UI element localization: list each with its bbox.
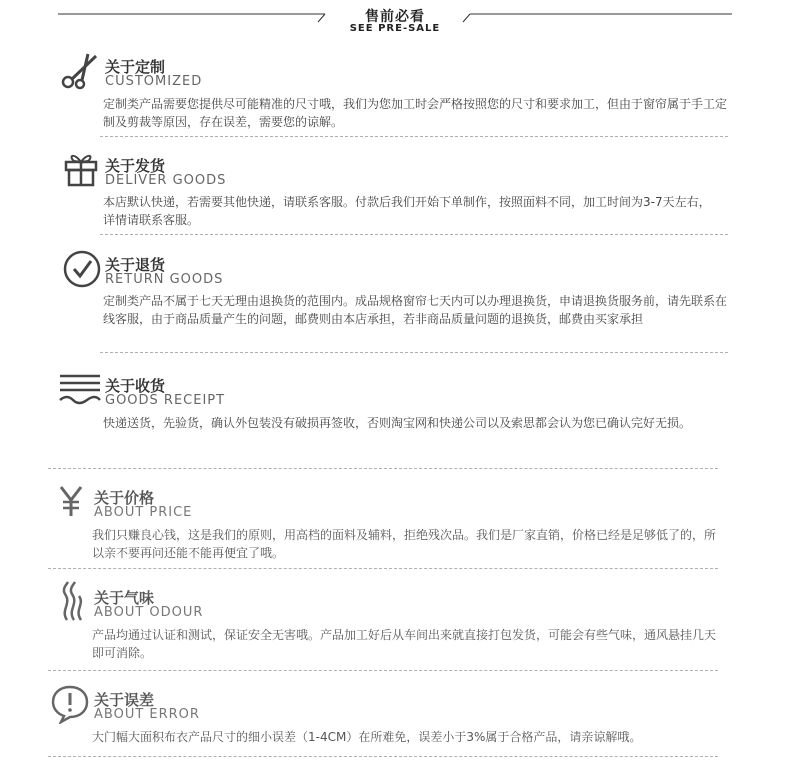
divider: [100, 352, 728, 353]
section-text: 本店默认快递，若需要其他快递，请联系客服。付款后我们开始下单制作，按照面料不同，加工时间为3-7天左右，详情请联系客服。: [103, 195, 711, 227]
section-text: 我们只赚良心钱，这是我们的原则，用高档的面料及辅料，拒绝残次品。我们是厂家直销，价格已经是足够低了的，所以亲不要再问还能不能再便宜了哦。: [92, 528, 717, 560]
section-subtitle: DELIVER GOODS: [105, 173, 227, 188]
gift-icon: [62, 150, 100, 188]
header-title: 售前必看: [365, 9, 425, 25]
divider: [100, 234, 728, 235]
header: [0, 0, 790, 40]
section-title: 关于定制: [105, 58, 166, 76]
section-text: 快递送货，先验货，确认外包装没有破损再签收，否则淘宝网和快递公司以及索思都会认为您已确认完好无损。: [103, 416, 692, 430]
section-text: 定制类产品需要您提供尽可能精准的尺寸哦，我们为您加工时会严格按照您的尺寸和要求加工，但由于窗帘属于手工定制及剪裁等原因，存在误差，需要您的谅解。: [103, 97, 728, 129]
section-subtitle: GOODS RECEIPT: [105, 393, 226, 408]
section-subtitle: CUSTOMIZED: [105, 74, 203, 89]
section-subtitle: ABOUT PRICE: [94, 505, 193, 520]
section-title: 关于收货: [105, 377, 166, 395]
section-text: 产品均通过认证和测试，保证安全无害哦。产品加工好后从车间出来就直接打包发货，可能会有些气味，通风悬挂几天即可消除。: [92, 628, 717, 660]
waves-icon: [58, 372, 102, 406]
section-title: 关于发货: [105, 157, 166, 175]
scissors-icon: [58, 50, 102, 92]
divider: [48, 468, 718, 469]
section-title: 关于退货: [105, 256, 166, 274]
divider: [48, 756, 718, 757]
section-text: 大门幅大面积布衣产品尺寸的细小误差（1-4CM）在所难免，误差小于3%属于合格产品，请亲谅解哦。: [92, 730, 642, 744]
exclamation-bubble-icon: [50, 684, 90, 724]
divider: [48, 670, 718, 671]
section-subtitle: ABOUT ODOUR: [94, 605, 204, 620]
smoke-icon: [58, 580, 86, 622]
section-title: 关于气味: [94, 589, 155, 607]
section-subtitle: RETURN GOODS: [105, 272, 224, 287]
divider: [48, 568, 718, 569]
section-text: 定制类产品不属于七天无理由退换货的范围内。成品规格窗帘七天内可以办理退换货，申请退换货服务前，请先联系在线客服，由于商品质量产生的问题，邮费则由本店承担，若非商品质量问题的退换货，邮费由买家承担: [103, 294, 728, 326]
clock-icon: [62, 249, 102, 289]
header-subtitle: SEE PRE-SALE: [349, 23, 441, 34]
section-subtitle: ABOUT ERROR: [94, 707, 200, 722]
section-title: 关于误差: [94, 691, 155, 709]
divider: [100, 136, 728, 137]
yen-icon: [58, 484, 84, 518]
section-title: 关于价格: [94, 489, 155, 507]
